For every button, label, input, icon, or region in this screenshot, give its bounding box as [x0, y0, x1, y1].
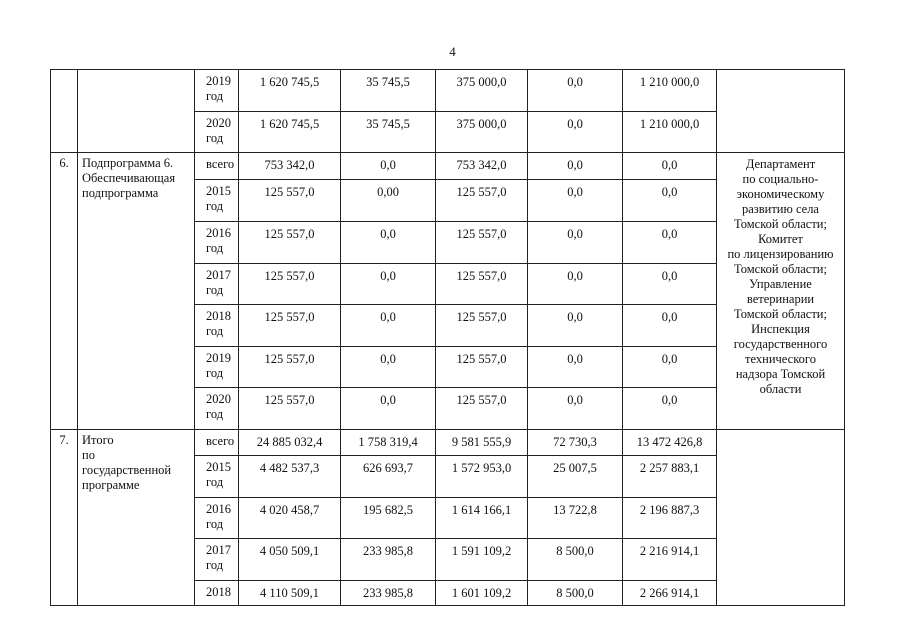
year-cell [195, 264, 239, 305]
value-cell: 125 557,0 [239, 264, 341, 305]
executor-line: области [759, 382, 802, 396]
executor-cell [717, 153, 845, 430]
year-label: 2016 [206, 502, 231, 516]
year-cell [195, 112, 239, 153]
year-suffix: год [206, 131, 224, 145]
year-cell [195, 180, 239, 222]
value-cell: 35 745,5 [341, 112, 436, 153]
value-cell: 125 557,0 [436, 180, 528, 222]
value-cell: 4 110 509,1 [239, 581, 341, 606]
value-cell: 1 210 000,0 [623, 112, 717, 153]
value-cell: 375 000,0 [436, 112, 528, 153]
executor-cell [717, 70, 845, 153]
value-cell: 4 050 509,1 [239, 539, 341, 581]
executor-line: Департамент [745, 157, 816, 171]
year-label: 2016 [206, 226, 231, 240]
executor-line: ветеринарии [746, 292, 815, 306]
value-cell: 0,0 [528, 153, 623, 180]
year-label: 2019 [206, 351, 231, 365]
value-cell: 9 581 555,9 [436, 430, 528, 456]
program-name-line: Подпрограмма 6. [82, 156, 174, 170]
program-name-line: Итого [82, 433, 114, 447]
value-cell: 125 557,0 [436, 264, 528, 305]
value-cell: 626 693,7 [341, 456, 436, 498]
year-label: 2015 [206, 184, 231, 198]
year-suffix: год [206, 366, 224, 380]
year-cell [195, 70, 239, 112]
value-cell: 8 500,0 [528, 539, 623, 581]
value-cell: 0,0 [623, 388, 717, 430]
value-cell: 375 000,0 [436, 70, 528, 112]
executor-cell [717, 430, 845, 606]
value-cell: 753 342,0 [436, 153, 528, 180]
executor-line: экономическому [736, 187, 825, 201]
executor-line: надзора Томской [735, 367, 826, 381]
value-cell: 0,0 [623, 305, 717, 347]
year-suffix: год [206, 89, 224, 103]
value-cell: 0,0 [341, 347, 436, 388]
year-suffix: год [206, 199, 224, 213]
page-number: 4 [449, 44, 456, 59]
program-name-line: Обеспечивающая [82, 171, 176, 185]
value-cell: 1 601 109,2 [436, 581, 528, 606]
table-row [51, 70, 845, 112]
value-cell: 753 342,0 [239, 153, 341, 180]
value-cell: 2 257 883,1 [623, 456, 717, 498]
executor-line: Томской области; [734, 307, 827, 321]
value-cell: 0,0 [341, 305, 436, 347]
year-cell [195, 430, 239, 456]
table-row [51, 153, 845, 180]
program-name-cell [78, 70, 195, 153]
value-cell: 125 557,0 [239, 305, 341, 347]
value-cell: 1 758 319,4 [341, 430, 436, 456]
value-cell: 1 620 745,5 [239, 112, 341, 153]
year-suffix: год [206, 241, 224, 255]
year-label: 2019 [206, 74, 231, 88]
executor-line: Комитет [758, 232, 803, 246]
value-cell: 0,0 [623, 264, 717, 305]
value-cell: 35 745,5 [341, 70, 436, 112]
value-cell: 2 196 887,3 [623, 498, 717, 539]
value-cell: 0,0 [623, 222, 717, 264]
value-cell: 125 557,0 [239, 347, 341, 388]
value-cell: 125 557,0 [436, 388, 528, 430]
value-cell: 125 557,0 [436, 347, 528, 388]
value-cell: 0,0 [528, 305, 623, 347]
value-cell: 233 985,8 [341, 539, 436, 581]
program-name-line: программе [82, 478, 140, 492]
table-row [51, 430, 845, 456]
value-cell: 0,0 [528, 222, 623, 264]
value-cell: 2 216 914,1 [623, 539, 717, 581]
value-cell: 4 020 458,7 [239, 498, 341, 539]
executor-line: развитию села [742, 202, 819, 216]
value-cell: 125 557,0 [436, 305, 528, 347]
year-suffix: год [206, 558, 224, 572]
year-suffix: год [206, 324, 224, 338]
value-cell: 1 572 953,0 [436, 456, 528, 498]
value-cell: 24 885 032,4 [239, 430, 341, 456]
value-cell: 2 266 914,1 [623, 581, 717, 606]
year-label: 2020 [206, 116, 231, 130]
year-label: всего [206, 434, 235, 448]
value-cell: 1 620 745,5 [239, 70, 341, 112]
year-label: всего [206, 157, 235, 171]
year-suffix: год [206, 407, 224, 421]
value-cell: 8 500,0 [528, 581, 623, 606]
program-name-line: по [82, 448, 95, 462]
value-cell: 0,0 [528, 264, 623, 305]
value-cell: 125 557,0 [436, 222, 528, 264]
value-cell: 1 591 109,2 [436, 539, 528, 581]
executor-line: технического [745, 352, 816, 366]
year-suffix: год [206, 283, 224, 297]
value-cell: 72 730,3 [528, 430, 623, 456]
value-cell: 0,0 [623, 153, 717, 180]
value-cell: 195 682,5 [341, 498, 436, 539]
value-cell: 4 482 537,3 [239, 456, 341, 498]
value-cell: 0,0 [341, 264, 436, 305]
value-cell: 25 007,5 [528, 456, 623, 498]
year-suffix: год [206, 517, 224, 531]
executor-line: по социально- [742, 172, 819, 186]
value-cell: 13 472 426,8 [623, 430, 717, 456]
value-cell: 0,00 [341, 180, 436, 222]
value-cell: 13 722,8 [528, 498, 623, 539]
value-cell: 0,0 [528, 70, 623, 112]
year-label: 2018 [206, 309, 231, 323]
value-cell: 233 985,8 [341, 581, 436, 606]
year-cell [195, 456, 239, 498]
program-name-cell [78, 153, 195, 430]
value-cell: 125 557,0 [239, 388, 341, 430]
year-suffix: год [206, 475, 224, 489]
row-number: 7. [51, 430, 78, 606]
year-cell [195, 388, 239, 430]
year-cell [195, 222, 239, 264]
value-cell: 0,0 [528, 180, 623, 222]
year-cell [195, 581, 239, 606]
executor-line: по лицензированию [727, 247, 834, 261]
row-number [51, 70, 78, 153]
year-cell [195, 347, 239, 388]
year-cell [195, 305, 239, 347]
value-cell: 125 557,0 [239, 222, 341, 264]
value-cell: 0,0 [623, 347, 717, 388]
year-cell [195, 153, 239, 180]
value-cell: 1 614 166,1 [436, 498, 528, 539]
value-cell: 0,0 [341, 153, 436, 180]
row-number: 6. [51, 153, 78, 430]
value-cell: 0,0 [528, 347, 623, 388]
executor-line: государственного [733, 337, 828, 351]
program-name-line: государственной [82, 463, 172, 477]
budget-table [50, 69, 845, 606]
value-cell: 0,0 [341, 388, 436, 430]
year-cell [195, 498, 239, 539]
year-label: 2017 [206, 543, 231, 557]
value-cell: 1 210 000,0 [623, 70, 717, 112]
year-cell [195, 539, 239, 581]
value-cell: 0,0 [528, 388, 623, 430]
value-cell: 125 557,0 [239, 180, 341, 222]
program-name-line: подпрограмма [82, 186, 159, 200]
executor-line: Управление [749, 277, 812, 291]
year-label: 2018 [206, 585, 231, 599]
executor-line: Томской области; [734, 217, 827, 231]
year-label: 2015 [206, 460, 231, 474]
value-cell: 0,0 [528, 112, 623, 153]
year-label: 2020 [206, 392, 231, 406]
value-cell: 0,0 [623, 180, 717, 222]
executor-line: Инспекция [751, 322, 810, 336]
value-cell: 0,0 [341, 222, 436, 264]
executor-line: Томской области; [734, 262, 827, 276]
year-label: 2017 [206, 268, 231, 282]
program-name-cell [78, 430, 195, 606]
